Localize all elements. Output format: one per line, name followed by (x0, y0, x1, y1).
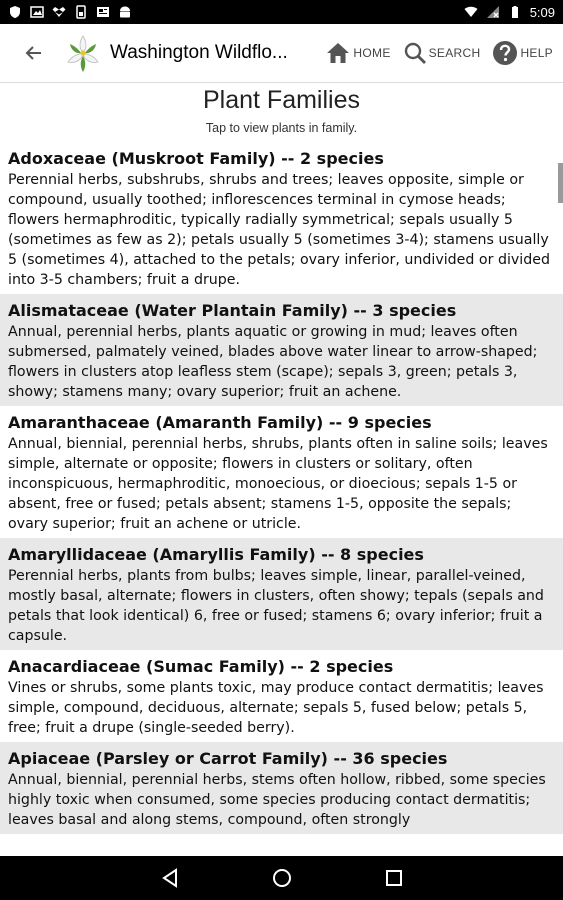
android-icon (118, 5, 132, 19)
family-title: Adoxaceae (Muskroot Family) -- 2 species (8, 149, 384, 168)
family-item-amaryllidaceae[interactable] (0, 538, 563, 650)
app-nav (325, 40, 553, 66)
family-item-amaranthaceae[interactable] (0, 406, 563, 538)
family-description: Perennial herbs, subshrubs, shrubs and trees; leaves opposite, simple or compound, usually toothed; inflorescences terminal in cymose heads; flowers hermaphroditic, typically radially symmetrical; sepals usually 5 (sometimes as few as 2); petals usually 5 (sometimes 3-4); stamens usually 5 (sometimes 4), attached to the petals; ovary inferior, undivided or divided into 3-5 chambers; fruit a drupe. (8, 172, 550, 288)
family-description: Annual, perennial herbs, plants aquatic or growing in mud; leaves often submersed, palmately veined, blades above water linear to arrow-shaped; flowers in clusters atop leafless stem (scape); sepals 3, green; petals 3, showy; stamens many; ovary superior; fruit an achene. (8, 324, 538, 400)
family-item-adoxaceae[interactable] (0, 142, 563, 294)
arrow-back-icon (24, 43, 44, 63)
help-label: HELP (520, 46, 553, 60)
home-icon (325, 41, 351, 65)
status-time: 5:09 (529, 4, 555, 20)
recents-icon[interactable] (383, 867, 405, 889)
dropbox-icon (52, 5, 66, 19)
family-title: Amaranthaceae (Amaranth Family) -- 9 species (8, 413, 432, 432)
family-item-alismataceae[interactable] (0, 294, 563, 406)
scrollbar-thumb[interactable] (558, 163, 563, 203)
app-bar (0, 24, 563, 83)
help-icon (492, 40, 518, 66)
status-bar (0, 0, 563, 24)
home-circle-icon[interactable] (271, 867, 293, 889)
news-icon (96, 5, 110, 19)
app-title: Washington Wildflo... (110, 42, 288, 63)
photo-icon (30, 5, 44, 19)
family-title: Amaryllidaceae (Amaryllis Family) -- 8 species (8, 545, 424, 564)
wifi-icon (464, 5, 478, 19)
help-button[interactable] (492, 40, 553, 66)
family-description: Perennial herbs, plants from bulbs; leaves simple, linear, parallel-veined, mostly basal, alternate; flowers in clusters, often showy; tepals (sepals and petals that look identical) 6, free or fused; stamens 6; ovary inferior; fruit a capsule. (8, 568, 544, 644)
system-nav-bar (0, 856, 563, 900)
family-title: Apiaceae (Parsley or Carrot Family) -- 36 species (8, 749, 448, 768)
search-icon (403, 41, 427, 65)
search-button[interactable] (403, 41, 481, 65)
sim-icon (74, 5, 88, 19)
family-description: Annual, biennial, perennial herbs, shrubs, plants often in saline soils; leaves simple, alternate or opposite; flowers in clusters or solitary, often inconspicuous, hermaphroditic, monoecious, or dioecious; sepals 1-5 or absent, free or fused; petals absent; stamens 1-5, opposite the sepals; ovary superior; fruit an achene or utricle. (8, 436, 548, 532)
family-description: Annual, biennial, perennial herbs, stems often hollow, ribbed, some species highly toxic when consumed, some species producing contact dermatitis; leaves basal and along stems, compound, often strongly (8, 772, 546, 828)
home-label: HOME (353, 46, 391, 60)
back-button[interactable] (14, 24, 54, 82)
shield-icon (8, 5, 22, 19)
family-title: Alismataceae (Water Plantain Family) -- 3 species (8, 301, 457, 320)
family-list[interactable] (0, 142, 563, 856)
battery-icon (508, 5, 522, 19)
back-icon[interactable] (159, 867, 181, 889)
page-title: Plant Families (203, 86, 360, 114)
page-subtitle: Tap to view plants in family. (205, 121, 358, 135)
search-label: SEARCH (428, 46, 481, 60)
family-description: Vines or shrubs, some plants toxic, may produce contact dermatitis; leaves simple, compound, deciduous, alternate; sepals 5, fused below; petals 5, free; fruit a drupe (single-seeded berry). (8, 680, 544, 736)
signal-off-icon (486, 5, 500, 19)
family-item-anacardiaceae[interactable] (0, 650, 563, 742)
home-button[interactable] (325, 41, 390, 65)
trillium-logo-icon (62, 32, 104, 74)
family-item-apiaceae[interactable] (0, 742, 563, 834)
family-title: Anacardiaceae (Sumac Family) -- 2 species (8, 657, 394, 676)
